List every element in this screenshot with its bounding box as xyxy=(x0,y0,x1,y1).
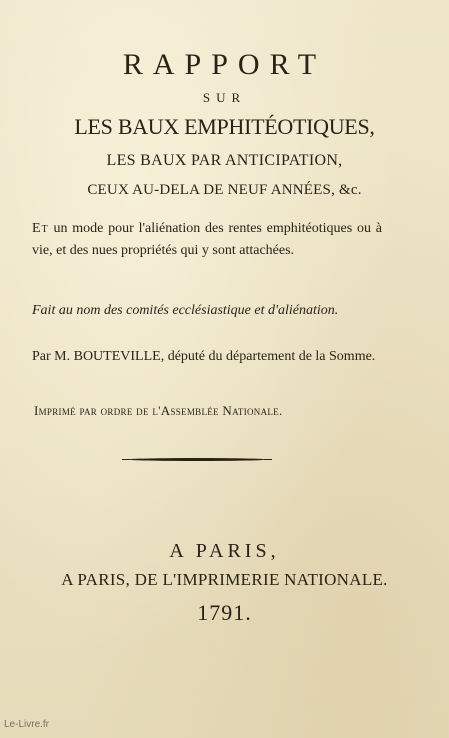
printed-order-paragraph: Imprimé par ordre de l'Assemblée Nationale. xyxy=(34,403,283,418)
title-sur: SUR xyxy=(202,90,247,105)
title-rapport: RAPPORT xyxy=(122,48,327,81)
author-paragraph: Par M. BOUTEVILLE, député du département de la Somme. xyxy=(32,349,376,364)
committees-paragraph: Fait au nom des comités ecclésiastique et d'aliénation. xyxy=(32,303,339,318)
imprint-year: 1791. xyxy=(197,600,252,625)
imprint-printer: A PARIS, DE L'IMPRIMERIE NATIONALE. xyxy=(61,570,388,589)
alienation-text: un mode pour l'aliénation des rentes emphitéotiques ou à vie, et des nues propriétés qui y sont attachées. xyxy=(32,221,382,258)
imprint-city: A PARIS, xyxy=(169,540,280,562)
alienation-paragraph xyxy=(32,218,382,262)
watermark: Le-Livre.fr xyxy=(4,719,50,730)
alienation-lead: Et xyxy=(32,221,49,236)
decorative-rule xyxy=(128,458,266,461)
title-neuf-annees: CEUX AU-DELA DE NEUF ANNÉES, &c. xyxy=(87,182,362,198)
title-baux-anticipation: LES BAUX PAR ANTICIPATION, xyxy=(106,152,343,169)
title-baux-emphiteotiques: LES BAUX EMPHITÉOTIQUES, xyxy=(74,114,375,139)
